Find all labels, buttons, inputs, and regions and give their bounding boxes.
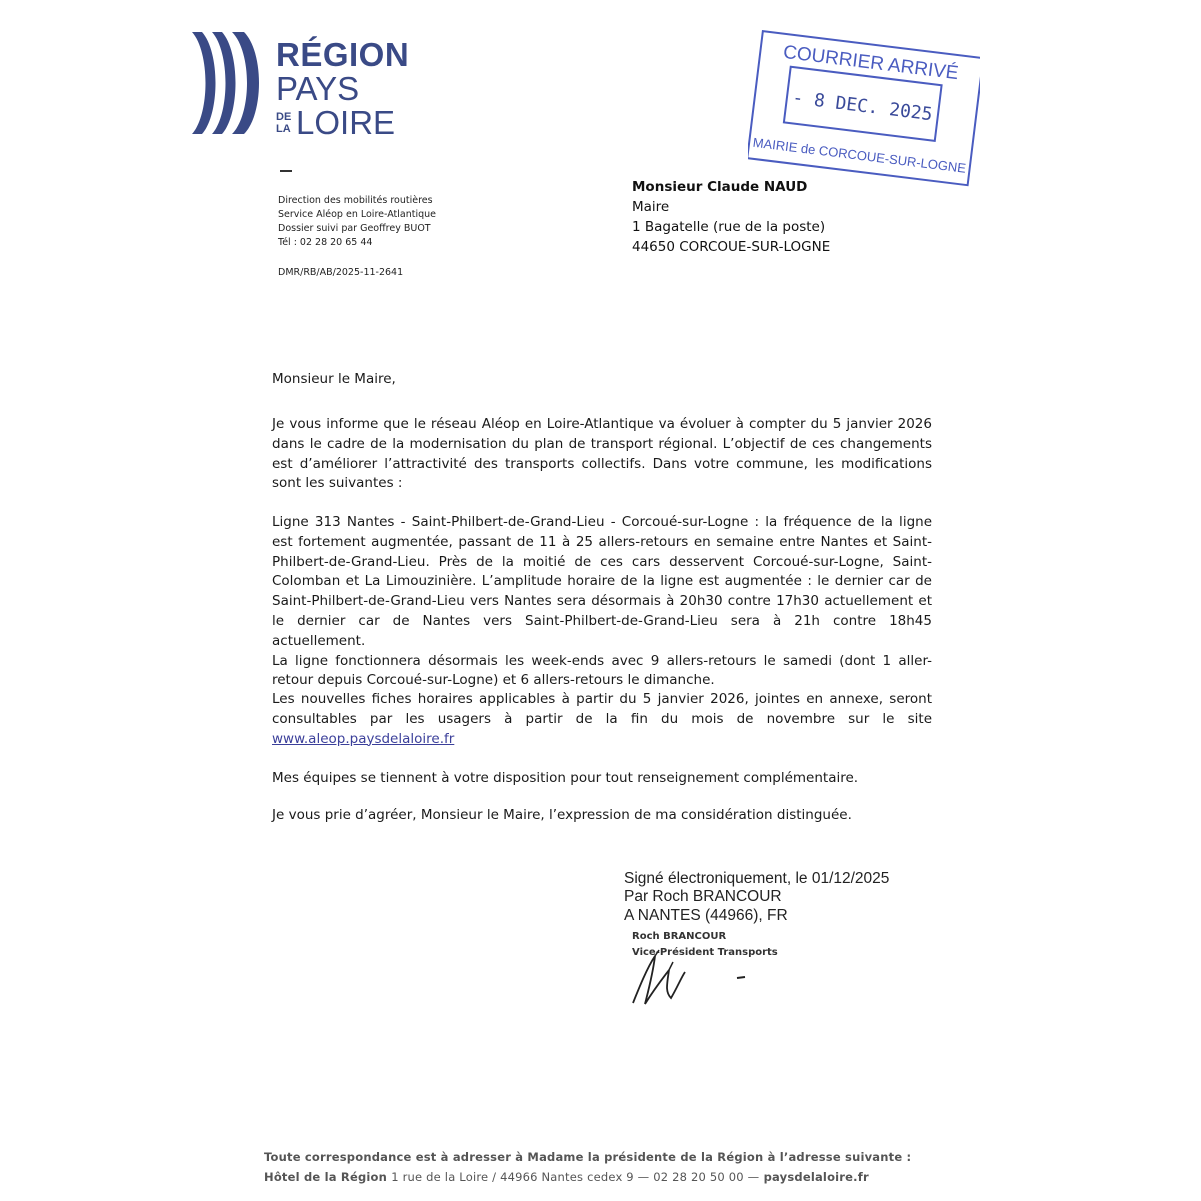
esignature-location: A NANTES (44966), FR <box>624 907 788 924</box>
paragraph-line-313-weekend: La ligne fonctionnera désormais les week-ends avec 9 allers-retours le samedi (dont 1 aller-retour depuis Corcoué-sur-Logne) et 6 allers-retours le dimanche. <box>272 652 932 689</box>
footer-correspondence: Toute correspondance est à adresser à Madame la présidente de la Région à l’adresse suivante : <box>264 1150 912 1164</box>
footer-website[interactable]: paysdelaloire.fr <box>763 1170 869 1184</box>
signatory-name: Roch BRANCOUR <box>632 931 727 942</box>
region-logo-mark-icon <box>188 30 260 136</box>
logo-loire-text: LOIRE <box>296 104 396 141</box>
timetables-text: Les nouvelles fiches horaires applicables à partir du 5 janvier 2026, jointes en annexe, seront consultables par les usagers à partir de la fin du mois de novembre sur le site <box>272 691 932 727</box>
logo-la-text: LA <box>276 123 291 135</box>
recipient-address-line1: 1 Bagatelle (rue de la poste) <box>632 219 826 235</box>
paragraph-availability: Mes équipes se tiennent à votre disposition pour tout renseignement complémentaire. <box>272 770 859 786</box>
divider <box>280 170 292 172</box>
esignature-signer: Par Roch BRANCOUR <box>624 888 782 905</box>
paragraph-line-313 <box>272 513 932 691</box>
handwritten-signature-icon <box>625 948 755 1010</box>
recipient-title: Maire <box>632 199 670 215</box>
paragraph-timetables <box>272 690 932 749</box>
recipient-address-line2: 44650 CORCOUE-SUR-LOGNE <box>632 239 831 255</box>
sender-service: Service Aléop en Loire-Atlantique <box>278 209 436 220</box>
recipient-name: Monsieur Claude NAUD <box>632 179 808 195</box>
sender-block <box>278 194 436 250</box>
footer-street: 1 rue de la Loire / 44966 Nantes cedex 9 — 02 28 20 50 00 — <box>391 1170 760 1184</box>
esignature-date: Signé électroniquement, le 01/12/2025 <box>624 870 890 887</box>
sender-phone: Tél : 02 28 20 65 44 <box>278 237 373 248</box>
stamp-date: - 8 DEC. 2025 <box>791 87 934 126</box>
stamp-place: MAIRIE de CORCOUE-SUR-LOGNE <box>752 134 967 176</box>
aleop-website-link[interactable]: www.aleop.paysdelaloire.fr <box>272 730 455 747</box>
sender-contact: Dossier suivi par Geoffrey BUOT <box>278 223 431 234</box>
paragraph-line-313-weekday: Ligne 313 Nantes - Saint-Philbert-de-Grand-Lieu - Corcoué-sur-Logne : la fréquence de la ligne est fortement augmentée, passant de 11 à 25 allers-retours en semaine entre Nantes et Saint-Philbert-de-Grand-Lieu. Près de la moitié de ces cars desservent Corcoué-sur-Logne, Saint-Colomban et La Limouzinière. L’amplitude horaire de la ligne est augmentée : le dernier car de Saint-Philbert-de-Grand-Lieu vers Nantes sera désormais à 20h30 contre 17h30 actuellement et le dernier car de Nantes vers Saint-Philbert-de-Grand-Lieu sera à 21h contre 18h45 actuellement. <box>272 514 932 649</box>
closing-formula: Je vous prie d’agréer, Monsieur le Maire, l’expression de ma considération distinguée. <box>272 807 852 823</box>
sender-direction: Direction des mobilités routières <box>278 195 433 206</box>
footer-hotel: Hôtel de la Région <box>264 1170 388 1184</box>
paragraph-intro: Je vous informe que le réseau Aléop en Loire-Atlantique va évoluer à compter du 5 janvier 2026 dans le cadre de la modernisation du plan de transport régional. L’objectif de ces changements est d’améliorer l’attractivité des transports collectifs. Dans votre commune, les modifications sont les suivantes : <box>272 416 932 492</box>
logo-pays-text: PAYS <box>276 70 360 107</box>
logo-region-text: RÉGION <box>276 36 410 73</box>
received-stamp <box>748 28 980 193</box>
logo-de-text: DE <box>276 111 292 123</box>
stamp-title: COURRIER ARRIVÉ <box>782 41 960 85</box>
footer-address <box>264 1170 869 1184</box>
sender-reference: DMR/RB/AB/2025-11-2641 <box>278 267 404 278</box>
signatory-role: Vice-Président Transports <box>632 947 778 958</box>
logo-dela-text <box>276 111 292 135</box>
salutation: Monsieur le Maire, <box>272 371 396 387</box>
